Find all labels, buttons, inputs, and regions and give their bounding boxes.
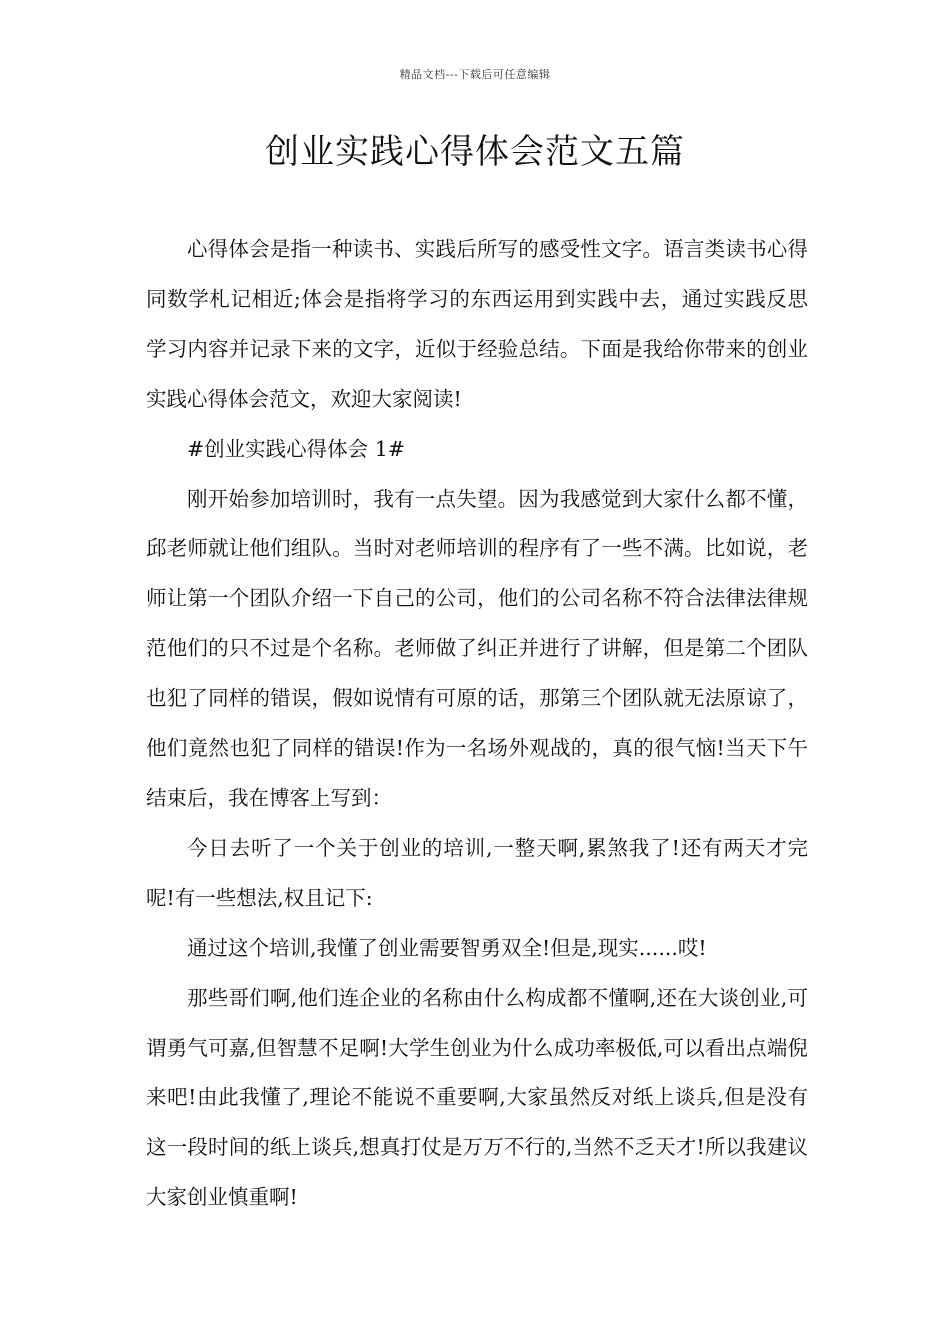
paragraph-blog-entry: 今日去听了一个关于创业的培训,一整天啊,累煞我了!还有两天才完呢!有一些想法,权且记下: [146, 835, 808, 910]
paragraph-intro: 心得体会是指一种读书、实践后所写的感受性文字。语言类读书心得同数学札记相近;体会是指将学习的东西运用到实践中去，通过实践反思学习内容并记录下来的文字，近似于经验总结。下面是我给你带来的创业实践心得体会范文，欢迎大家阅读! [146, 237, 808, 411]
header-note: 精品文档---下载后可任意编辑 [399, 68, 551, 81]
section-heading-1: #创业实践心得体会 1# [187, 436, 405, 461]
paragraph-training: 刚开始参加培训时，我有一点失望。因为我感觉到大家什么都不懂，邱老师就让他们组队。当时对老师培训的程序有了一些不满。比如说，老师让第一个团队介绍一下自己的公司，他们的公司名称不符合法律法律规范他们的只不过是个名称。老师做了纠正并进行了讲解，但是第二个团队也犯了同样的错误，假如说情有可原的话，那第三个团队就无法原谅了，他们竟然也犯了同样的错误!作为一名场外观战的，真的很气恼!当天下午结束后，我在博客上写到： [146, 486, 808, 810]
paragraph-lesson: 通过这个培训,我懂了创业需要智勇双全!但是,现实......哎! [187, 935, 707, 960]
document-title: 创业实践心得体会范文五篇 [265, 132, 685, 172]
document-body [146, 225, 808, 1223]
paragraph-reflection: 那些哥们啊,他们连企业的名称由什么构成都不懂啊,还在大谈创业,可谓勇气可嘉,但智慧不足啊!大学生创业为什么成功率极低,可以看出点端倪来吧!由此我懂了,理论不能说不重要啊,大家虽然反对纸上谈兵,但是没有这一段时间的纸上谈兵,想真打仗是万万不行的,当然不乏天才!所以我建议大家创业慎重啊! [146, 985, 808, 1210]
